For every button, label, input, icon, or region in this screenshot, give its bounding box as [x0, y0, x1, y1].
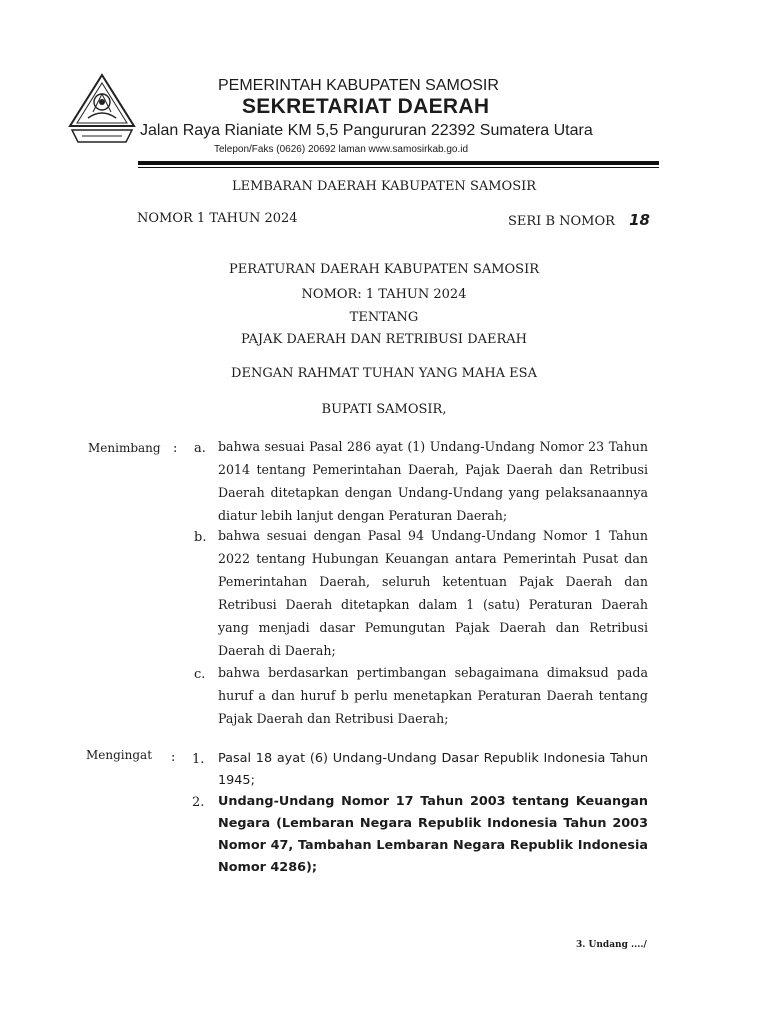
- menimbang-item-b: bahwa sesuai dengan Pasal 94 Undang-Undang Nomor 1 Tahun 2022 tentang Hubungan Keuangan antara Pemerintah Pusat dan Pemerintahan Daerah, seluruh ketentuan Pajak Daerah dan Retribusi Daerah ditetapkan dalam 1 (satu) Peraturan Daerah yang menjadi dasar Pemungutan Pajak Daerah dan Retribusi Daerah di Daerah;: [218, 528, 648, 658]
- letterhead-contact: Telepon/Faks (0626) 20692 laman www.samosirkab.go.id: [214, 144, 469, 155]
- regulation-invocation: DENGAN RAHMAT TUHAN YANG MAHA ESA: [231, 366, 537, 381]
- letterhead-address: Jalan Raya Rianiate KM 5,5 Pangururan 22392 Sumatera Utara: [140, 122, 593, 139]
- letterhead-office: SEKRETARIAT DAERAH: [242, 95, 490, 118]
- mengingat-marker-2: 2.: [192, 795, 205, 810]
- regulation-title: PERATURAN DAERAH KABUPATEN SAMOSIR: [228, 262, 540, 277]
- menimbang-item-c: bahwa berdasarkan pertimbangan sebagaimana dimaksud pada huruf a dan huruf b perlu menetapkan Peraturan Daerah tentang Pajak Daerah dan Retribusi Daerah;: [218, 665, 648, 726]
- mengingat-item-1: Pasal 18 ayat (6) Undang-Undang Dasar Republik Indonesia Tahun 1945;: [218, 751, 648, 788]
- page-continuation: 3. Undang ..../: [576, 940, 647, 950]
- mengingat-marker-1: 1.: [192, 752, 205, 767]
- letterhead-rule-thin: [138, 167, 659, 168]
- gazette-number: NOMOR 1 TAHUN 2024: [137, 211, 298, 226]
- mengingat-item-2: Undang-Undang Nomor 17 Tahun 2003 tentang Keuangan Negara (Lembaran Negara Republik Indonesia Tahun 2003 Nomor 47, Tambahan Lembaran Negara Republik Indonesia Nomor 4286);: [218, 794, 648, 875]
- menimbang-marker-c: c.: [194, 667, 206, 682]
- letterhead-government: PEMERINTAH KABUPATEN SAMOSIR: [218, 77, 499, 94]
- regulation-subject: PAJAK DAERAH DAN RETRIBUSI DAERAH: [240, 332, 528, 347]
- regulation-authority: BUPATI SAMOSIR,: [321, 402, 447, 417]
- regulation-about: TENTANG: [349, 310, 419, 325]
- regulation-number: NOMOR: 1 TAHUN 2024: [301, 287, 467, 302]
- gazette-title: LEMBARAN DAERAH KABUPATEN SAMOSIR: [231, 179, 537, 194]
- menimbang-item-a: bahwa sesuai Pasal 286 ayat (1) Undang-Undang Nomor 23 Tahun 2014 tentang Pemerintahan Daerah, Pajak Daerah dan Retribusi Daerah ditetapkan dengan Undang-Undang yang pelaksanaannya diatur lebih lanjut dengan Peraturan Daerah;: [218, 439, 648, 523]
- series-label: SERI B NOMOR: [508, 214, 615, 229]
- letterhead-rule-thick: [138, 161, 659, 165]
- gazette-series: [508, 211, 650, 229]
- menimbang-colon: :: [173, 441, 178, 456]
- mengingat-colon: :: [171, 750, 176, 765]
- mengingat-label: Mengingat: [86, 748, 153, 762]
- regency-crest-icon: [66, 72, 138, 152]
- menimbang-marker-b: b.: [194, 530, 207, 545]
- series-number: 18: [629, 211, 650, 229]
- menimbang-marker-a: a.: [194, 441, 206, 456]
- menimbang-label: Menimbang: [88, 441, 161, 455]
